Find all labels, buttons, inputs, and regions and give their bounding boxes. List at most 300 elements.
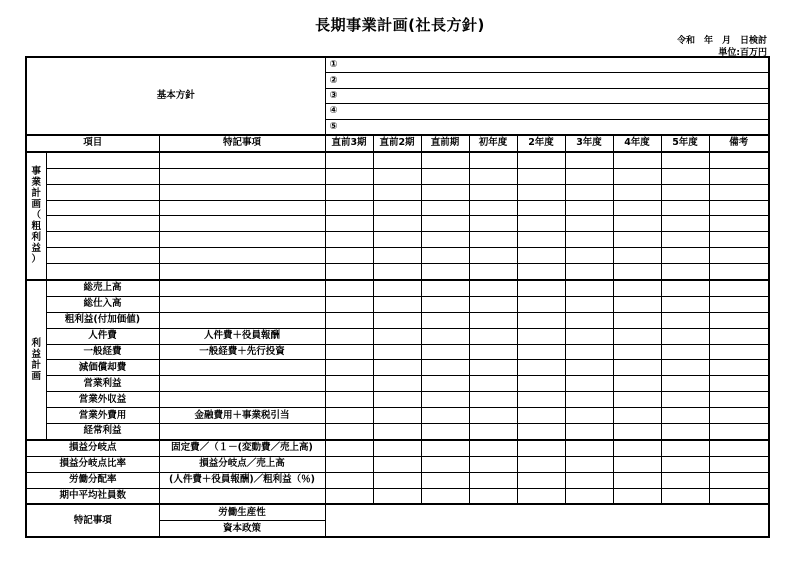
business-plan-note-cell[interactable] (159, 232, 325, 248)
business-plan-period-cell[interactable] (373, 248, 421, 264)
profit-plan-period-cell[interactable] (517, 376, 565, 392)
vertical-label-char: 利 (31, 232, 41, 244)
profit-plan-row (26, 423, 769, 439)
profit-plan-period-cell[interactable] (517, 280, 565, 296)
indicator-period-cell[interactable] (373, 488, 421, 504)
date-label: 令和 年 月 日検討 (676, 36, 767, 46)
profit-plan-period-cell[interactable] (325, 328, 373, 344)
profit-plan-note (159, 360, 325, 376)
profit-plan-period-cell[interactable] (613, 392, 661, 408)
business-plan-period-cell[interactable] (565, 168, 613, 184)
business-plan-note-cell[interactable] (159, 152, 325, 168)
profit-plan-period-cell[interactable] (325, 392, 373, 408)
business-plan-period-cell[interactable] (325, 216, 373, 232)
business-plan-period-cell[interactable] (565, 232, 613, 248)
business-plan-remarks-cell[interactable] (709, 264, 769, 280)
business-plan-period-cell[interactable] (565, 184, 613, 200)
vertical-label-char: 粗 (31, 221, 41, 233)
business-plan-remarks-cell[interactable] (709, 184, 769, 200)
profit-plan-period-cell[interactable] (565, 376, 613, 392)
business-plan-period-cell[interactable] (517, 152, 565, 168)
profit-plan-period-cell[interactable] (421, 312, 469, 328)
business-plan-period-cell[interactable] (565, 200, 613, 216)
vertical-label-char: 計 (31, 188, 41, 200)
business-plan-period-cell[interactable] (421, 264, 469, 280)
business-plan-remarks-cell[interactable] (709, 152, 769, 168)
business-plan-period-cell[interactable] (613, 248, 661, 264)
indicator-item: 損益分岐点比率 (26, 456, 159, 472)
vertical-label-char: 事 (31, 166, 41, 178)
business-plan-period-cell[interactable] (517, 264, 565, 280)
profit-plan-period-cell[interactable] (421, 328, 469, 344)
profit-plan-period-cell[interactable] (517, 423, 565, 439)
indicator-period-cell[interactable] (565, 456, 613, 472)
profit-plan-period-cell[interactable] (517, 360, 565, 376)
business-plan-remarks-cell[interactable] (709, 168, 769, 184)
basic-policy-row (26, 57, 769, 73)
profit-plan-period-cell[interactable] (469, 376, 517, 392)
indicator-period-cell[interactable] (325, 488, 373, 504)
profit-plan-note: 人件費＋役員報酬 (159, 328, 325, 344)
business-plan-row (26, 200, 769, 216)
business-plan-item-cell[interactable] (46, 184, 159, 200)
profit-plan-remarks-cell[interactable] (709, 344, 769, 360)
profit-plan-period-cell[interactable] (421, 392, 469, 408)
profit-plan-period-cell[interactable] (661, 328, 709, 344)
indicator-period-cell[interactable] (469, 472, 517, 488)
header-item: 項目 (26, 135, 159, 152)
indicator-period-cell[interactable] (421, 488, 469, 504)
business-plan-row (26, 216, 769, 232)
indicator-period-cell[interactable] (373, 456, 421, 472)
special-label: 特記事項 (26, 504, 159, 537)
profit-plan-period-cell[interactable] (373, 344, 421, 360)
profit-plan-period-cell[interactable] (421, 423, 469, 439)
profit-plan-period-cell[interactable] (421, 376, 469, 392)
profit-plan-period-cell[interactable] (325, 280, 373, 296)
business-plan-period-cell[interactable] (325, 232, 373, 248)
indicator-row (26, 440, 769, 456)
profit-plan-period-cell[interactable] (565, 328, 613, 344)
business-plan-period-cell[interactable] (469, 232, 517, 248)
business-plan-period-cell[interactable] (373, 216, 421, 232)
indicator-period-cell[interactable] (325, 440, 373, 456)
header-period: 5年度 (661, 135, 709, 152)
profit-plan-note (159, 423, 325, 439)
profit-plan-period-cell[interactable] (565, 296, 613, 312)
header-period: 直前期 (421, 135, 469, 152)
indicator-note: 損益分岐点／売上高 (159, 456, 325, 472)
indicator-period-cell[interactable] (661, 472, 709, 488)
profit-plan-remarks-cell[interactable] (709, 360, 769, 376)
profit-plan-period-cell[interactable] (565, 408, 613, 424)
profit-plan-period-cell[interactable] (661, 423, 709, 439)
profit-plan-remarks-cell[interactable] (709, 392, 769, 408)
profit-plan-period-cell[interactable] (661, 280, 709, 296)
profit-plan-row (26, 408, 769, 424)
header-period: 4年度 (613, 135, 661, 152)
indicator-period-cell[interactable] (613, 488, 661, 504)
profit-plan-period-cell[interactable] (661, 376, 709, 392)
business-plan-item-cell[interactable] (46, 200, 159, 216)
profit-plan-note: 一般経費＋先行投資 (159, 344, 325, 360)
business-plan-period-cell[interactable] (325, 184, 373, 200)
business-plan-period-cell[interactable] (325, 152, 373, 168)
profit-plan-label (26, 280, 46, 440)
business-plan-item-cell[interactable] (46, 216, 159, 232)
profit-plan-row (26, 280, 769, 296)
profit-plan-period-cell[interactable] (613, 376, 661, 392)
profit-plan-period-cell[interactable] (661, 360, 709, 376)
profit-plan-period-cell[interactable] (565, 344, 613, 360)
profit-plan-period-cell[interactable] (373, 376, 421, 392)
business-plan-note-cell[interactable] (159, 200, 325, 216)
business-plan-period-cell[interactable] (517, 168, 565, 184)
profit-plan-period-cell[interactable] (613, 344, 661, 360)
profit-plan-period-cell[interactable] (325, 376, 373, 392)
profit-plan-period-cell[interactable] (469, 408, 517, 424)
vertical-label-char: 計 (31, 359, 41, 371)
business-plan-period-cell[interactable] (373, 264, 421, 280)
business-plan-row (26, 184, 769, 200)
profit-plan-period-cell[interactable] (373, 328, 421, 344)
profit-plan-period-cell[interactable] (373, 280, 421, 296)
profit-plan-item: 総仕入高 (46, 296, 159, 312)
unit-label: 単位:百万円 (718, 48, 767, 58)
business-plan-period-cell[interactable] (517, 232, 565, 248)
business-plan-note-cell[interactable] (159, 168, 325, 184)
indicator-period-cell[interactable] (421, 440, 469, 456)
indicator-period-cell[interactable] (325, 456, 373, 472)
basic-policy-item[interactable]: ② (325, 73, 769, 88)
indicator-period-cell[interactable] (325, 472, 373, 488)
header-notes: 特記事項 (159, 135, 325, 152)
profit-plan-item: 減価償却費 (46, 360, 159, 376)
business-plan-period-cell[interactable] (373, 200, 421, 216)
business-plan-item-cell[interactable] (46, 248, 159, 264)
business-plan-period-cell[interactable] (469, 184, 517, 200)
business-plan-period-cell[interactable] (517, 200, 565, 216)
profit-plan-item: 総売上高 (46, 280, 159, 296)
profit-plan-period-cell[interactable] (325, 296, 373, 312)
profit-plan-period-cell[interactable] (613, 360, 661, 376)
profit-plan-item: 営業外費用 (46, 408, 159, 424)
profit-plan-row (26, 360, 769, 376)
business-plan-period-cell[interactable] (421, 168, 469, 184)
business-plan-period-cell[interactable] (613, 216, 661, 232)
business-plan-period-cell[interactable] (421, 184, 469, 200)
profit-plan-row (26, 328, 769, 344)
indicator-note: 固定費／（１－(変動費／売上高) (159, 440, 325, 456)
profit-plan-period-cell[interactable] (517, 328, 565, 344)
profit-plan-note (159, 392, 325, 408)
special-notes-area[interactable] (325, 504, 769, 537)
business-plan-period-cell[interactable] (421, 216, 469, 232)
profit-plan-item: 経常利益 (46, 423, 159, 439)
indicator-row (26, 456, 769, 472)
profit-plan-period-cell[interactable] (517, 296, 565, 312)
business-plan-period-cell[interactable] (421, 232, 469, 248)
profit-plan-period-cell[interactable] (565, 360, 613, 376)
indicator-remarks-cell[interactable] (709, 472, 769, 488)
profit-plan-period-cell[interactable] (469, 328, 517, 344)
business-plan-period-cell[interactable] (469, 152, 517, 168)
business-plan-period-cell[interactable] (325, 264, 373, 280)
business-plan-period-cell[interactable] (373, 168, 421, 184)
header-period: 初年度 (469, 135, 517, 152)
profit-plan-note: 金融費用＋事業税引当 (159, 408, 325, 424)
business-plan-period-cell[interactable] (325, 168, 373, 184)
business-plan-period-cell[interactable] (613, 152, 661, 168)
business-plan-item-cell[interactable] (46, 152, 159, 168)
indicator-period-cell[interactable] (469, 440, 517, 456)
profit-plan-period-cell[interactable] (469, 423, 517, 439)
business-plan-period-cell[interactable] (469, 264, 517, 280)
business-plan-period-cell[interactable] (517, 248, 565, 264)
basic-policy-item[interactable]: ④ (325, 104, 769, 119)
business-plan-item-cell[interactable] (46, 168, 159, 184)
business-plan-period-cell[interactable] (421, 200, 469, 216)
vertical-label-char: （ (31, 210, 41, 222)
business-plan-remarks-cell[interactable] (709, 232, 769, 248)
business-plan-period-cell[interactable] (613, 264, 661, 280)
indicator-period-cell[interactable] (373, 472, 421, 488)
profit-plan-item: 営業利益 (46, 376, 159, 392)
indicator-period-cell[interactable] (517, 488, 565, 504)
business-plan-period-cell[interactable] (421, 152, 469, 168)
profit-plan-row (26, 344, 769, 360)
business-plan-period-cell[interactable] (517, 184, 565, 200)
indicator-note (159, 488, 325, 504)
header-period: 直前2期 (373, 135, 421, 152)
profit-plan-period-cell[interactable] (373, 312, 421, 328)
profit-plan-period-cell[interactable] (421, 280, 469, 296)
business-plan-period-cell[interactable] (661, 168, 709, 184)
basic-policy-item[interactable]: ⑤ (325, 119, 769, 135)
profit-plan-period-cell[interactable] (469, 344, 517, 360)
business-plan-remarks-cell[interactable] (709, 216, 769, 232)
profit-plan-period-cell[interactable] (421, 296, 469, 312)
profit-plan-period-cell[interactable] (421, 344, 469, 360)
profit-plan-remarks-cell[interactable] (709, 280, 769, 296)
profit-plan-row (26, 392, 769, 408)
business-plan-period-cell[interactable] (517, 216, 565, 232)
basic-policy-item[interactable]: ① (325, 57, 769, 73)
profit-plan-remarks-cell[interactable] (709, 296, 769, 312)
indicator-item: 損益分岐点 (26, 440, 159, 456)
profit-plan-period-cell[interactable] (325, 312, 373, 328)
profit-plan-period-cell[interactable] (565, 423, 613, 439)
business-plan-period-cell[interactable] (661, 248, 709, 264)
profit-plan-period-cell[interactable] (661, 408, 709, 424)
business-plan-period-cell[interactable] (565, 152, 613, 168)
business-plan-period-cell[interactable] (661, 264, 709, 280)
business-plan-period-cell[interactable] (661, 184, 709, 200)
special-row (26, 504, 769, 520)
business-plan-period-cell[interactable] (373, 232, 421, 248)
vertical-label-char: 益 (31, 348, 41, 360)
profit-plan-period-cell[interactable] (613, 296, 661, 312)
business-plan-period-cell[interactable] (613, 184, 661, 200)
business-plan-note-cell[interactable] (159, 264, 325, 280)
profit-plan-period-cell[interactable] (661, 312, 709, 328)
business-plan-remarks-cell[interactable] (709, 200, 769, 216)
profit-plan-row (26, 376, 769, 392)
business-plan-remarks-cell[interactable] (709, 248, 769, 264)
indicator-period-cell[interactable] (421, 456, 469, 472)
header-period: 2年度 (517, 135, 565, 152)
indicator-period-cell[interactable] (661, 456, 709, 472)
business-plan-period-cell[interactable] (421, 248, 469, 264)
profit-plan-remarks-cell[interactable] (709, 328, 769, 344)
business-plan-period-cell[interactable] (661, 232, 709, 248)
business-plan-period-cell[interactable] (661, 200, 709, 216)
profit-plan-period-cell[interactable] (517, 392, 565, 408)
profit-plan-period-cell[interactable] (517, 312, 565, 328)
header-period: 直前3期 (325, 135, 373, 152)
business-plan-period-cell[interactable] (325, 200, 373, 216)
profit-plan-period-cell[interactable] (373, 423, 421, 439)
indicator-period-cell[interactable] (613, 440, 661, 456)
indicator-period-cell[interactable] (613, 472, 661, 488)
profit-plan-period-cell[interactable] (373, 296, 421, 312)
profit-plan-period-cell[interactable] (613, 280, 661, 296)
business-plan-note-cell[interactable] (159, 184, 325, 200)
profit-plan-period-cell[interactable] (517, 408, 565, 424)
profit-plan-item: 粗利益(付加価値) (46, 312, 159, 328)
business-plan-period-cell[interactable] (373, 152, 421, 168)
business-plan-item-cell[interactable] (46, 232, 159, 248)
indicator-period-cell[interactable] (661, 440, 709, 456)
indicator-period-cell[interactable] (421, 472, 469, 488)
indicator-period-cell[interactable] (565, 472, 613, 488)
profit-plan-period-cell[interactable] (469, 392, 517, 408)
business-plan-period-cell[interactable] (613, 200, 661, 216)
vertical-label-char: 画 (31, 370, 41, 382)
indicator-item: 労働分配率 (26, 472, 159, 488)
profit-plan-remarks-cell[interactable] (709, 312, 769, 328)
business-plan-period-cell[interactable] (565, 264, 613, 280)
profit-plan-period-cell[interactable] (325, 344, 373, 360)
indicator-row (26, 472, 769, 488)
indicator-period-cell[interactable] (517, 472, 565, 488)
business-plan-note-cell[interactable] (159, 216, 325, 232)
profit-plan-period-cell[interactable] (565, 312, 613, 328)
business-plan-period-cell[interactable] (565, 248, 613, 264)
indicator-period-cell[interactable] (373, 440, 421, 456)
special-item: 資本政策 (159, 521, 325, 537)
profit-plan-row (26, 312, 769, 328)
indicator-period-cell[interactable] (469, 456, 517, 472)
business-plan-period-cell[interactable] (373, 184, 421, 200)
profit-plan-period-cell[interactable] (469, 360, 517, 376)
header-period: 3年度 (565, 135, 613, 152)
profit-plan-period-cell[interactable] (661, 296, 709, 312)
profit-plan-period-cell[interactable] (373, 408, 421, 424)
header-remarks: 備考 (709, 135, 769, 152)
profit-plan-period-cell[interactable] (469, 280, 517, 296)
business-plan-label (26, 152, 46, 280)
indicator-period-cell[interactable] (517, 456, 565, 472)
business-plan-period-cell[interactable] (661, 216, 709, 232)
business-plan-period-cell[interactable] (565, 216, 613, 232)
indicator-period-cell[interactable] (565, 488, 613, 504)
business-plan-period-cell[interactable] (469, 216, 517, 232)
profit-plan-period-cell[interactable] (613, 328, 661, 344)
business-plan-row (26, 264, 769, 280)
profit-plan-remarks-cell[interactable] (709, 423, 769, 439)
business-plan-note-cell[interactable] (159, 248, 325, 264)
profit-plan-period-cell[interactable] (613, 408, 661, 424)
business-plan-row (26, 168, 769, 184)
special-item: 労働生産性 (159, 504, 325, 520)
business-plan-period-cell[interactable] (613, 232, 661, 248)
indicator-period-cell[interactable] (661, 488, 709, 504)
business-plan-row (26, 152, 769, 168)
business-plan-row (26, 232, 769, 248)
profit-plan-period-cell[interactable] (661, 392, 709, 408)
vertical-label-char: 画 (31, 199, 41, 211)
basic-policy-item[interactable]: ③ (325, 88, 769, 103)
profit-plan-remarks-cell[interactable] (709, 408, 769, 424)
vertical-label-char: 利 (31, 337, 41, 349)
indicator-remarks-cell[interactable] (709, 440, 769, 456)
profit-plan-period-cell[interactable] (325, 408, 373, 424)
business-plan-period-cell[interactable] (469, 200, 517, 216)
profit-plan-period-cell[interactable] (565, 280, 613, 296)
vertical-label-char: ） (31, 254, 41, 266)
profit-plan-period-cell[interactable] (613, 312, 661, 328)
business-plan-period-cell[interactable] (325, 248, 373, 264)
page-title: 長期事業計画(社長方針) (315, 16, 485, 34)
indicator-note: (人件費＋役員報酬)／粗利益（％) (159, 472, 325, 488)
indicator-period-cell[interactable] (613, 456, 661, 472)
profit-plan-period-cell[interactable] (421, 360, 469, 376)
profit-plan-period-cell[interactable] (661, 344, 709, 360)
profit-plan-period-cell[interactable] (565, 392, 613, 408)
indicator-item: 期中平均社員数 (26, 488, 159, 504)
plan-table (25, 56, 770, 538)
indicator-period-cell[interactable] (565, 440, 613, 456)
business-plan-row (26, 248, 769, 264)
indicator-period-cell[interactable] (469, 488, 517, 504)
profit-plan-period-cell[interactable] (613, 423, 661, 439)
profit-plan-period-cell[interactable] (421, 408, 469, 424)
profit-plan-period-cell[interactable] (469, 296, 517, 312)
indicator-period-cell[interactable] (517, 440, 565, 456)
business-plan-item-cell[interactable] (46, 264, 159, 280)
profit-plan-period-cell[interactable] (325, 360, 373, 376)
profit-plan-period-cell[interactable] (517, 344, 565, 360)
business-plan-period-cell[interactable] (661, 152, 709, 168)
business-plan-period-cell[interactable] (613, 168, 661, 184)
profit-plan-item: 一般経費 (46, 344, 159, 360)
basic-policy-label: 基本方針 (26, 57, 325, 135)
profit-plan-item: 人件費 (46, 328, 159, 344)
profit-plan-remarks-cell[interactable] (709, 376, 769, 392)
indicator-remarks-cell[interactable] (709, 488, 769, 504)
profit-plan-note (159, 312, 325, 328)
profit-plan-period-cell[interactable] (373, 360, 421, 376)
business-plan-period-cell[interactable] (469, 168, 517, 184)
profit-plan-period-cell[interactable] (325, 423, 373, 439)
profit-plan-period-cell[interactable] (469, 312, 517, 328)
indicator-remarks-cell[interactable] (709, 456, 769, 472)
vertical-label-char: 業 (31, 177, 41, 189)
business-plan-period-cell[interactable] (469, 248, 517, 264)
profit-plan-period-cell[interactable] (373, 392, 421, 408)
indicator-row (26, 488, 769, 504)
